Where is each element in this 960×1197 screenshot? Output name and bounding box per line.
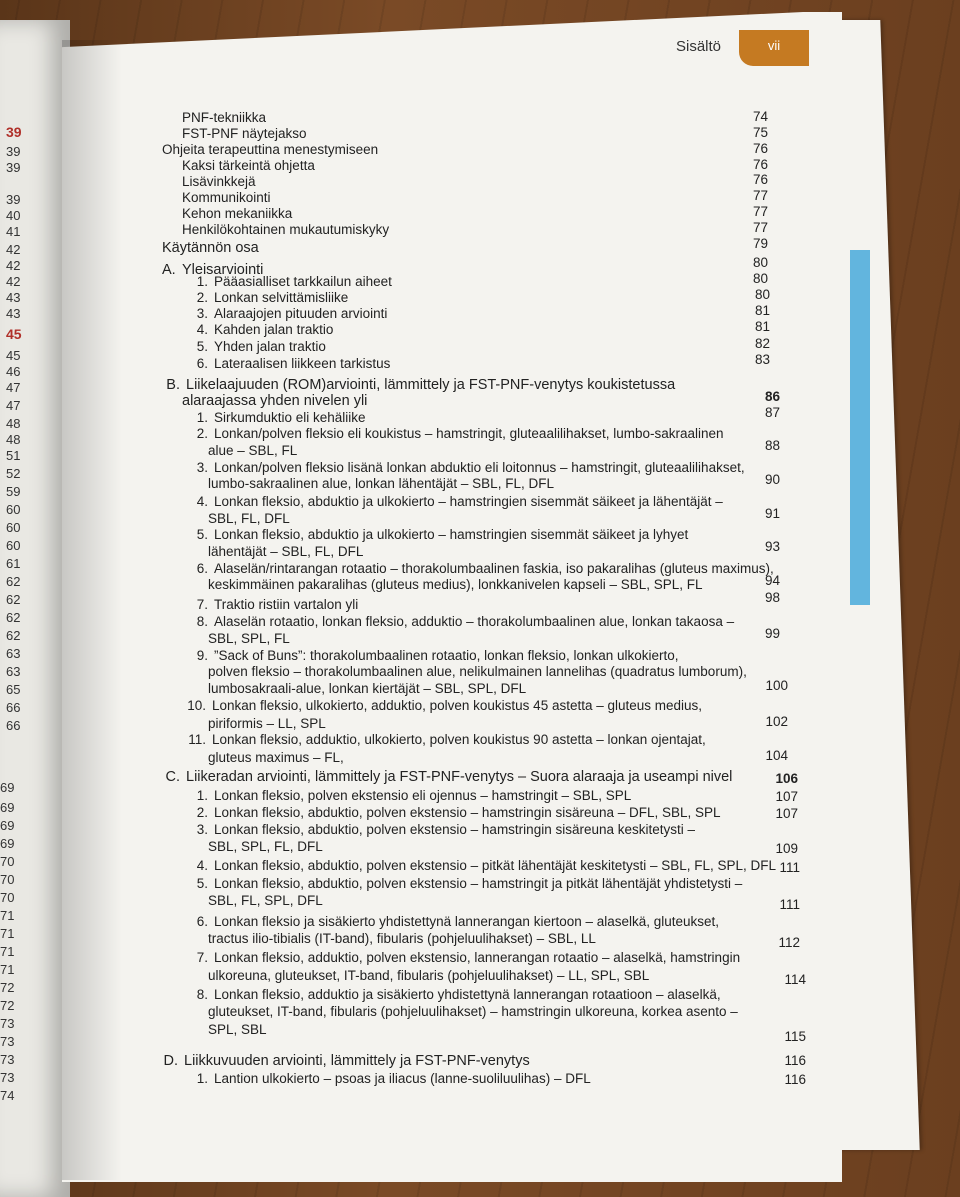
left-page-number: 73 (0, 1034, 15, 1049)
left-page-number: 70 (0, 854, 15, 869)
toc-entry-title: Yhden jalan traktio (214, 339, 326, 354)
toc-page-number: 114 (784, 972, 806, 987)
toc-entry-title: Lateraalisen liikkeen tarkistus (214, 356, 391, 371)
left-page-number: 73 (0, 1016, 15, 1031)
left-page-number: 66 (6, 718, 21, 733)
toc-entry-title: Lonkan fleksio, abduktio, polven ekstensio – hamstringin sisäreuna keskitetysti – (214, 822, 696, 837)
toc-entry-number: 2. (196, 290, 208, 305)
toc-entry-number: 7. (196, 597, 208, 612)
toc-page-number: 75 (752, 125, 768, 140)
toc-entry-number: 3. (196, 460, 208, 475)
toc-page-number: 76 (752, 157, 768, 172)
toc-entry (208, 750, 344, 765)
toc-entry-number: 4. (196, 858, 208, 873)
toc-page-number: 100 (765, 678, 788, 693)
toc-page-number: 83 (754, 352, 770, 367)
toc-entry-title: gluteukset, IT-band, fibularis (pohjeluulihakset) – hamstringin ulkoreuna, korkea asento – (208, 1004, 738, 1019)
toc-entry-number: 8. (196, 614, 208, 629)
left-page-number: 71 (0, 908, 15, 923)
toc-entry (162, 769, 732, 785)
toc-entry (208, 577, 703, 592)
toc-entry-title: Lonkan fleksio, abduktio, polven ekstensio – hamstringin sisäreuna – DFL, SBL, SPL (214, 805, 721, 820)
toc-entry (190, 460, 745, 475)
toc-page-number: 76 (752, 172, 768, 187)
toc-entry (190, 987, 721, 1002)
toc-entry-number: 1. (196, 1071, 208, 1086)
toc-entry (190, 356, 390, 371)
toc-entry (208, 544, 363, 559)
toc-page-number: 109 (775, 841, 798, 856)
left-page-number: 41 (6, 224, 21, 239)
toc-entry-number: 3. (196, 822, 208, 837)
left-page-number: 42 (6, 258, 21, 273)
toc-entry-title: Liikeradan arviointi, lämmittely ja FST-PNF-venytys – Suora alaraaja ja useampi nivel (186, 769, 733, 785)
toc-entry (208, 968, 649, 983)
toc-page-number: 80 (752, 271, 768, 286)
toc-entry-number: 2. (196, 426, 208, 441)
toc-entry (190, 426, 724, 441)
left-page-number: 62 (6, 628, 21, 643)
toc-entry (190, 648, 679, 663)
toc-entry-number: 8. (196, 987, 208, 1002)
toc-page-number: 111 (779, 860, 800, 875)
toc-entry-number: 3. (196, 306, 208, 321)
toc-entry (184, 698, 702, 713)
toc-page-number: 106 (775, 771, 798, 786)
toc-page-number: 74 (752, 109, 768, 124)
left-page-number: 73 (0, 1052, 15, 1067)
toc-entry-title: SBL, FL, DFL (208, 511, 290, 526)
toc-entry-title: ”Sack of Buns”: thorakolumbaalinen rotaatio, lonkan fleksio, lonkan ulkokierto, (214, 648, 679, 663)
toc-entry-number: 6. (196, 914, 208, 929)
toc-entry (208, 511, 290, 526)
toc-entry (184, 732, 706, 747)
left-page-number: 39 (6, 160, 21, 175)
toc-page-number: 98 (764, 590, 780, 605)
left-page-number: 71 (0, 926, 15, 941)
toc-entry (190, 306, 387, 321)
toc-page-number: 77 (752, 220, 768, 235)
left-page-number: 59 (6, 484, 21, 499)
toc-entry-title: SPL, SBL (208, 1022, 267, 1037)
toc-page-number: 115 (784, 1029, 806, 1044)
left-page-number: 63 (6, 646, 21, 661)
toc-entry: Ohjeita terapeuttina menestymiseen (162, 142, 379, 157)
toc-entry: Käytännön osa (162, 240, 259, 256)
toc-entry (208, 664, 747, 679)
toc-entry (208, 931, 596, 946)
left-page-number: 60 (6, 502, 21, 517)
left-page-number: 70 (0, 872, 15, 887)
toc-entry-number: 1. (196, 788, 208, 803)
toc-entry-title: Lonkan fleksio, adduktio, polven ekstensio, lannerangan rotaatio – alaselkä, hamstringin (214, 950, 741, 965)
toc-entry-title: ulkoreuna, gluteukset, IT-band, fibularis (pohjeluulihakset) – LL, SPL, SBL (208, 968, 650, 983)
toc-entry (190, 274, 392, 289)
toc-entry-title: Lonkan fleksio, ulkokierto, adduktio, polven koukistus 45 astetta – gluteus medius, (212, 698, 703, 713)
left-page-number: 73 (0, 1070, 15, 1085)
toc-entry (208, 631, 290, 646)
left-page-number: 45 (6, 348, 21, 363)
left-page-number: 47 (6, 380, 21, 395)
toc-entry-number: 1. (196, 274, 208, 289)
toc-entry (190, 290, 348, 305)
toc-entry: PNF-tekniikka (182, 110, 267, 125)
toc-page-number: 90 (764, 472, 780, 487)
toc-entry-number: 5. (196, 876, 208, 891)
left-page-number: 71 (0, 962, 15, 977)
toc-entry (190, 339, 326, 354)
toc-entry (190, 614, 734, 629)
left-page-number: 69 (0, 836, 15, 851)
toc-entry: Henkilökohtainen mukautumiskyky (182, 222, 390, 237)
toc-entry (208, 1022, 267, 1037)
toc-page-number: 93 (764, 539, 780, 554)
toc-entry-title: SBL, FL, SPL, DFL (208, 893, 323, 908)
toc-entry (190, 1071, 591, 1086)
toc-entry-title: Liikkuvuuden arviointi, lämmittely ja FST-PNF-venytys (184, 1053, 530, 1069)
toc-entry-title: Kahden jalan traktio (214, 322, 334, 337)
toc-page-number: 87 (764, 405, 780, 420)
toc-entry-title: Alaselän/rintarangan rotaatio – thorakolumbaalinen faskia, iso pakaralihas (gluteus maximus), (214, 561, 774, 576)
left-page-number: 42 (6, 242, 21, 257)
toc-entry-title: Alaraajojen pituuden arviointi (214, 306, 388, 321)
toc-entry-number: C. (165, 769, 180, 785)
toc-entry-number: 5. (196, 527, 208, 542)
left-page-number: 62 (6, 610, 21, 625)
left-page-number: 72 (0, 980, 15, 995)
toc-entry: Kehon mekaniikka (182, 206, 293, 221)
running-header-title: Sisältö (676, 38, 722, 55)
toc-entry-title: alue – SBL, FL (208, 443, 298, 458)
toc-entry (190, 527, 688, 542)
left-page-number: 74 (0, 1088, 15, 1103)
toc-entry-number: 10. (187, 698, 206, 713)
toc-entry-number: 6. (196, 561, 208, 576)
toc-page-number: 102 (765, 714, 788, 729)
toc-entry (162, 377, 675, 393)
toc-entry (190, 322, 333, 337)
toc-entry-number: 4. (196, 494, 208, 509)
toc-entry (190, 876, 742, 891)
toc-page-number: 111 (779, 897, 800, 912)
toc-entry: Lisävinkkejä (182, 174, 256, 189)
left-page-number: 60 (6, 538, 21, 553)
left-page-number: 48 (6, 432, 21, 447)
toc-page-number: 77 (752, 188, 768, 203)
left-page-number: 69 (0, 780, 15, 795)
toc-page-number: 104 (765, 748, 788, 763)
left-page-number: 69 (0, 800, 15, 815)
toc-page-number: 88 (764, 438, 780, 453)
toc-entry-number: 1. (196, 410, 208, 425)
left-page-number: 43 (6, 290, 21, 305)
toc-entry-number: 5. (196, 339, 208, 354)
toc-entry (208, 716, 326, 731)
toc-entry-title: alaraajassa yhden nivelen yli (182, 393, 368, 409)
left-page-number: 47 (6, 398, 21, 413)
toc-entry-number: 4. (196, 322, 208, 337)
toc-entry-title: Lonkan fleksio, adduktio ja sisäkierto yhdistettynä lannerangan rotaatioon – alaselkä, (214, 987, 721, 1002)
toc-entry-number: 9. (196, 648, 208, 663)
toc-entry-number: 7. (196, 950, 208, 965)
toc-page-number: 81 (754, 319, 770, 334)
toc-entry-number: B. (166, 377, 180, 393)
toc-entry-title: Lonkan fleksio, abduktio ja ulkokierto – hamstringien sisemmät säikeet ja lähentäjät – (214, 494, 723, 509)
toc-entry-title: Lonkan fleksio, polven ekstensio eli ojennus – hamstringit – SBL, SPL (214, 788, 632, 803)
running-header-page-number: vii (739, 30, 809, 66)
left-page-number: 63 (6, 664, 21, 679)
toc-entry-title: Lonkan fleksio, abduktio, polven ekstensio – pitkät lähentäjät keskitetysti – SBL, FL, SPL, DFL (214, 858, 777, 873)
toc-entry (190, 788, 631, 803)
left-page-number: 45 (6, 326, 22, 342)
toc-entry-title: piriformis – LL, SPL (208, 716, 326, 731)
toc-entry-title: lumbo-sakraalinen alue, lonkan lähentäjät – SBL, FL, DFL (208, 476, 554, 491)
toc-page-number: 99 (764, 626, 780, 641)
toc-entry (190, 410, 366, 425)
toc-page-number: 80 (754, 287, 770, 302)
toc-page-number: 94 (764, 573, 780, 588)
toc-page-number: 116 (784, 1053, 806, 1068)
left-page-number: 62 (6, 574, 21, 589)
toc-entry-title: Lonkan/polven fleksio lisänä lonkan abduktio eli loitonnus – hamstringit, gluteaalilihakset, (214, 460, 745, 475)
left-page-number: 48 (6, 416, 21, 431)
left-page-number: 62 (6, 592, 21, 607)
toc-page-number: 91 (764, 506, 780, 521)
toc-entry (208, 443, 297, 458)
left-page-number: 46 (6, 364, 21, 379)
left-page-number: 71 (0, 944, 15, 959)
toc-entry (208, 893, 323, 908)
toc-entry-title: Lonkan fleksio, adduktio, ulkokierto, polven koukistus 90 astetta – lonkan ojentajat, (212, 732, 706, 747)
toc-page-number: 107 (775, 789, 798, 804)
toc-entry: Kaksi tärkeintä ohjetta (182, 158, 315, 173)
toc-entry-title: Lonkan selvittämisliike (214, 290, 349, 305)
toc-entry (190, 914, 719, 929)
toc-entry: FST-PNF näytejakso (182, 126, 307, 141)
toc-entry (208, 1004, 738, 1019)
toc-entry (190, 822, 695, 837)
left-page-number: 52 (6, 466, 21, 481)
toc-entry (208, 476, 554, 491)
left-page-number: 39 (6, 144, 21, 159)
toc-entry-title: Lonkan/polven fleksio eli koukistus – hamstringit, gluteaalilihakset, lumbo-sakraalinen (214, 426, 724, 441)
toc-page-number: 82 (754, 336, 770, 351)
toc-page-number: 116 (784, 1072, 806, 1087)
toc-entry (190, 561, 774, 576)
toc-entry (208, 839, 323, 854)
toc-entry-title: keskimmäinen pakaralihas (gluteus medius), lonkkanivelen kapseli – SBL, SPL, FL (208, 577, 703, 592)
toc-entry (190, 597, 358, 612)
toc-page-number: 86 (764, 389, 780, 404)
toc-entry-title: Lonkan fleksio, abduktio ja ulkokierto – hamstringien sisemmät säikeet ja lyhyet (214, 527, 689, 542)
toc-entry: A. (162, 262, 176, 278)
toc-entry-title: Sirkumduktio eli kehäliike (214, 410, 366, 425)
left-page-number: 42 (6, 274, 21, 289)
toc-entry-title: lähentäjät – SBL, FL, DFL (208, 544, 364, 559)
toc-entry: Yleisarviointi (182, 262, 264, 278)
toc-entry-number: D. (163, 1053, 178, 1069)
left-page-number: 72 (0, 998, 15, 1013)
toc-page-number: 107 (775, 806, 798, 821)
toc-entry: Kommunikointi (182, 190, 271, 205)
toc-entry-title: Liikelaajuuden (ROM)arviointi, lämmittely ja FST-PNF-venytys koukistetussa (186, 377, 676, 393)
toc-entry-title: tractus ilio-tibialis (IT-band), fibularis (pohjeluulihakset) – SBL, LL (208, 931, 596, 946)
toc-entry-title: SBL, SPL, FL, DFL (208, 839, 323, 854)
toc-entry-title: SBL, SPL, FL (208, 631, 290, 646)
toc-entry (190, 858, 776, 873)
toc-entry-title: Lonkan fleksio, abduktio, polven ekstensio – hamstringit ja pitkät lähentäjät yhdistetysti – (214, 876, 743, 891)
left-page-number: 69 (0, 818, 15, 833)
toc-entry-title: gluteus maximus – FL, (208, 750, 344, 765)
toc-entry-title: lumbosakraali-alue, lonkan kiertäjät – SBL, SPL, DFL (208, 681, 527, 696)
left-page-number: 43 (6, 306, 21, 321)
toc-entry (190, 950, 740, 965)
toc-page-number: 76 (752, 141, 768, 156)
toc-page-number: 79 (752, 236, 768, 251)
toc-entry-title: Pääasialliset tarkkailun aiheet (214, 274, 392, 289)
left-page-number: 51 (6, 448, 21, 463)
toc-entry-title: Alaselän rotaatio, lonkan fleksio, adduktio – thorakolumbaalinen alue, lonkan takaosa – (214, 614, 735, 629)
left-page-number: 66 (6, 700, 21, 715)
toc-entry-title: Lonkan fleksio ja sisäkierto yhdistettynä lannerangan kiertoon – alaselkä, gluteukset, (214, 914, 720, 929)
toc-entry (190, 494, 723, 509)
toc-entry-title: Lantion ulkokierto – psoas ja iliacus (lanne-suoliluulihas) – DFL (214, 1071, 591, 1086)
toc-entry (182, 393, 367, 409)
toc-entry (208, 681, 526, 696)
left-page-number: 70 (0, 890, 15, 905)
toc-page-number: 112 (778, 935, 800, 950)
toc-page-number: 77 (752, 204, 768, 219)
toc-entry (160, 1053, 530, 1069)
left-page-number: 39 (6, 192, 21, 207)
left-page-number: 65 (6, 682, 21, 697)
left-page-number: 40 (6, 208, 21, 223)
left-page-number: 60 (6, 520, 21, 535)
toc-entry-number: 6. (196, 356, 208, 371)
toc-page-number: 81 (754, 303, 770, 318)
toc-entry-number: 2. (196, 805, 208, 820)
toc-entry-title: Traktio ristiin vartalon yli (214, 597, 359, 612)
left-page-number: 61 (6, 556, 21, 571)
toc-entry-title: polven fleksio – thorakolumbaalinen alue, nelikulmainen lannelihas (quadratus lumborum), (208, 664, 747, 679)
toc-entry-number: 11. (188, 732, 206, 747)
left-page-number: 39 (6, 124, 22, 140)
toc-entry (190, 805, 721, 820)
toc-page-number: 80 (752, 255, 768, 270)
